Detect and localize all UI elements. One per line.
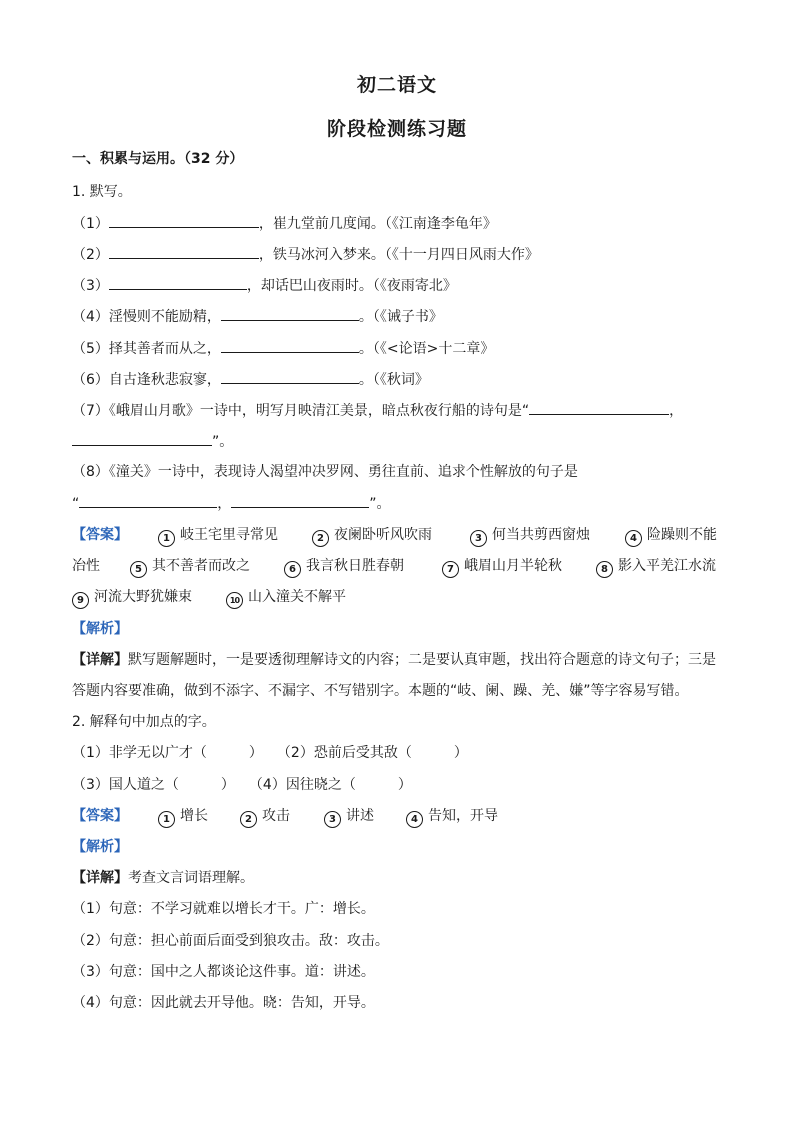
- q2-line-2: （3）国人道之（ ） （4）因往晓之（ ）: [72, 777, 412, 793]
- detail-2-line: 【详解】考查文言词语理解。: [72, 870, 254, 886]
- analysis-label: 【解析】: [72, 839, 128, 855]
- detail-2-item-1: （1）句意：不学习就难以增长才干。广：增长。: [72, 901, 375, 917]
- question-2-heading: 2. 解释句中加点的字。: [72, 714, 216, 730]
- answer-item: 2 攻击: [240, 806, 290, 828]
- q1-item-2: （2） ，铁马冰河入梦来。（《十一月四日风雨大作》: [72, 244, 539, 265]
- answer-item: 10 山入潼关不解平: [226, 587, 346, 609]
- answer-blank[interactable]: [221, 338, 359, 353]
- answer-item: 5 其不善者而改之: [130, 556, 250, 578]
- answer-item: 8 影入平羌江水流: [596, 556, 716, 578]
- detail-1-line-1: 【详解】默写题解题时，一是要透彻理解诗文的内容；二是要认真审题，找出符合题意的诗文句子；三是: [72, 652, 716, 668]
- answer-blank[interactable]: [221, 306, 359, 321]
- answer-item: 2 夜阑卧听风吹雨: [312, 525, 432, 547]
- detail-2-item-4: （4）句意：因此就去开导他。晓：告知，开导。: [72, 995, 375, 1011]
- q1-item-6: （6）自古逢秋悲寂寥， 。（《秋词》: [72, 369, 429, 390]
- q1-item-1: （1） ，崔九堂前几度闻。（《江南逢李龟年》: [72, 213, 497, 234]
- answer-blank[interactable]: [221, 369, 359, 384]
- answer-label: 【答案】: [72, 808, 128, 824]
- answer-blank[interactable]: [231, 493, 369, 508]
- q2-line-1: （1）非学无以广才（ ） （2）恐前后受其敌（ ）: [72, 745, 468, 761]
- q1-item-7-line-2: ”。: [72, 431, 233, 452]
- answer-item: 4 告知，开导: [406, 806, 498, 828]
- answer-blank[interactable]: [109, 213, 259, 228]
- q1-item-3: （3） ，却话巴山夜雨时。（《夜雨寄北》: [72, 275, 457, 296]
- answer-blank[interactable]: [79, 493, 217, 508]
- q1-item-4: （4）淫慢则不能励精， 。（《诫子书》: [72, 306, 443, 327]
- question-1-heading: 1. 默写。: [72, 184, 132, 200]
- document-subtitle: 阶段检测练习题: [326, 118, 467, 140]
- analysis-label: 【解析】: [72, 621, 128, 637]
- answer-item-continued: 冶性: [72, 558, 100, 574]
- answer-item: 1 增长: [158, 806, 208, 828]
- detail-2-item-3: （3）句意：国中之人都谈论这件事。道：讲述。: [72, 964, 375, 980]
- detail-2-item-2: （2）句意：担心前面后面受到狼攻击。敌：攻击。: [72, 933, 389, 949]
- q1-item-8-line-1: （8）《潼关》一诗中，表现诗人渴望冲决罗网、勇往直前、追求个性解放的句子是: [72, 464, 578, 480]
- answer-label: 【答案】: [72, 527, 128, 543]
- answer-item: 4 险躁则不能: [625, 525, 717, 547]
- answer-item: 7 峨眉山月半轮秋: [442, 556, 562, 578]
- document-title: 初二语文: [356, 74, 437, 96]
- answer-item: 3 讲述: [324, 806, 374, 828]
- answer-blank[interactable]: [72, 431, 212, 446]
- answer-item: 6 我言秋日胜春朝: [284, 556, 404, 578]
- answer-item: 3 何当共剪西窗烛: [470, 525, 590, 547]
- answer-blank[interactable]: [529, 400, 669, 415]
- answer-item: 9 河流大野犹嫌束: [72, 587, 192, 609]
- detail-1-line-2: 答题内容要准确，做到不添字、不漏字、不写错别字。本题的“岐、阑、躁、羌、嫌”等字容易写错。: [72, 683, 689, 699]
- q1-item-7-line-1: （7）《峨眉山月歌》一诗中，明写月映清江美景，暗点秋夜行船的诗句是“ ，: [72, 400, 683, 421]
- q1-item-8-line-2: “ ， ”。: [72, 493, 391, 514]
- answer-item: 1 岐王宅里寻常见: [158, 525, 278, 547]
- section-heading: 一、积累与运用。（32 分）: [72, 151, 244, 167]
- q1-item-5: （5）择其善者而从之， 。（《<论语>十二章》: [72, 338, 494, 359]
- answer-blank[interactable]: [109, 275, 247, 290]
- answer-blank[interactable]: [109, 244, 259, 259]
